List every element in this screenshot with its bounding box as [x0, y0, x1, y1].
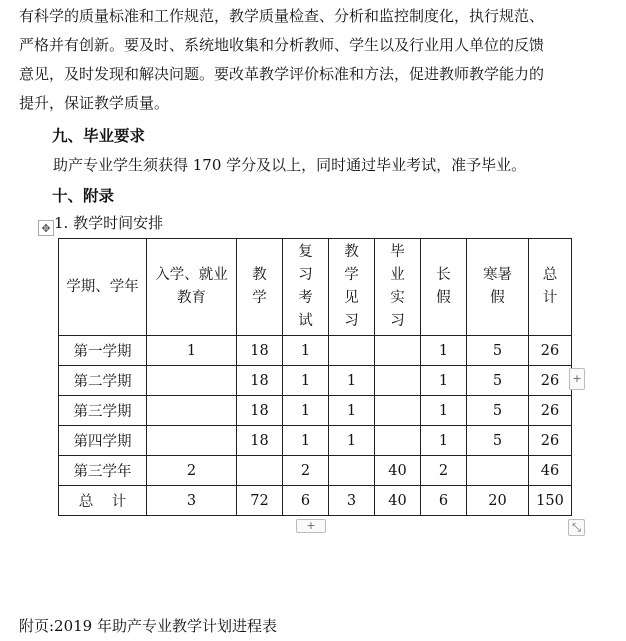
header-text: 毕 [390, 244, 405, 260]
header-text: 假 [436, 290, 451, 306]
header-cell [283, 239, 329, 336]
section9-text: 助产专业学生须获得 170 学分及以上，同时通过毕业考试，准予毕业。 [53, 156, 527, 174]
header-text: 习 [344, 313, 359, 329]
table-cell [147, 426, 237, 456]
table-cell: 1 [283, 336, 329, 366]
table-cell: 18 [237, 396, 283, 426]
header-text: 长 [436, 267, 451, 283]
header-cell [529, 239, 572, 336]
table-cell: 1 [283, 426, 329, 456]
table-cell: 2 [283, 456, 329, 486]
table-cell: 26 [529, 426, 572, 456]
intro-line: 有科学的质量标准和工作规范，教学质量检查、分析和监控制度化，执行规范、 [19, 7, 545, 25]
table-cell: 1 [329, 396, 375, 426]
table-cell: 第一学期 [59, 336, 147, 366]
table-cell: 26 [529, 366, 572, 396]
table-cell: 26 [529, 396, 572, 426]
header-text: 教 [252, 267, 267, 283]
header-text: 习 [390, 313, 405, 329]
header-text: 教 [344, 244, 359, 260]
header-text: 实 [390, 290, 405, 306]
header-text: 试 [298, 313, 313, 329]
table-cell [375, 426, 421, 456]
table-row [59, 456, 572, 486]
table-cell: 46 [529, 456, 572, 486]
table-cell: 总 计 [59, 486, 147, 516]
header-cell [421, 239, 467, 336]
intro-paragraph [19, 2, 614, 118]
table-cell [329, 336, 375, 366]
table-cell [375, 336, 421, 366]
table-cell: 5 [467, 336, 529, 366]
table-cell: 第四学期 [59, 426, 147, 456]
table-cell: 第二学期 [59, 366, 147, 396]
header-text: 假 [490, 290, 505, 306]
intro-line: 严格并有创新。要及时、系统地收集和分析教师、学生以及行业用人单位的反馈 [19, 36, 545, 54]
add-column-button[interactable]: + [569, 368, 585, 390]
header-text: 学 [252, 290, 267, 306]
table-total-row [59, 486, 572, 516]
table-cell: 18 [237, 426, 283, 456]
add-row-button[interactable]: + [296, 519, 326, 533]
table-cell: 150 [529, 486, 572, 516]
table-cell [329, 456, 375, 486]
table-cell: 1 [421, 366, 467, 396]
table-cell: 第三学年 [59, 456, 147, 486]
table-row [59, 336, 572, 366]
table-caption: 1. 教学时间安排 [54, 214, 164, 232]
table-cell [147, 396, 237, 426]
table-move-icon[interactable]: ✥ [38, 220, 54, 236]
header-cell [59, 239, 147, 336]
table-row [59, 396, 572, 426]
table-header-row [59, 239, 572, 336]
intro-line: 提升，保证教学质量。 [19, 94, 170, 112]
header-text: 寒暑 [483, 267, 512, 283]
table-cell: 1 [421, 396, 467, 426]
header-text: 业 [390, 267, 405, 283]
header-text: 习 [298, 267, 313, 283]
header-cell [329, 239, 375, 336]
table-cell: 5 [467, 366, 529, 396]
table-cell: 40 [375, 456, 421, 486]
table-cell: 1 [283, 396, 329, 426]
header-text: 学期、学年 [66, 278, 139, 295]
table-cell: 20 [467, 486, 529, 516]
table-cell: 3 [147, 486, 237, 516]
table-cell: 6 [283, 486, 329, 516]
table-cell: 2 [421, 456, 467, 486]
table-cell: 40 [375, 486, 421, 516]
table-cell: 72 [237, 486, 283, 516]
table-cell: 18 [237, 336, 283, 366]
table-cell: 第三学期 [59, 396, 147, 426]
table-cell: 1 [421, 336, 467, 366]
table-cell: 6 [421, 486, 467, 516]
table-cell [375, 366, 421, 396]
table-cell: 1 [283, 366, 329, 396]
table-cell: 1 [147, 336, 237, 366]
header-text: 学 [344, 267, 359, 283]
header-cell [467, 239, 529, 336]
header-text: 总 [542, 267, 558, 283]
table-cell: 18 [237, 366, 283, 396]
header-text: 计 [542, 290, 558, 306]
intro-line: 意见，及时发现和解决问题。要改革教学评价标准和方法，促进教师教学能力的 [19, 65, 545, 83]
table-row [59, 426, 572, 456]
table-cell: 3 [329, 486, 375, 516]
schedule-table [58, 238, 572, 516]
table-cell [375, 396, 421, 426]
header-text: 考 [298, 290, 313, 306]
table-cell: 1 [329, 426, 375, 456]
table-cell: 5 [467, 396, 529, 426]
header-text: 复 [298, 244, 313, 260]
section10-heading: 十、附录 [52, 186, 115, 205]
table-cell: 2 [147, 456, 237, 486]
header-cell [237, 239, 283, 336]
header-cell [147, 239, 237, 336]
header-text: 入学、就业 [155, 267, 228, 283]
header-text: 见 [344, 290, 359, 306]
header-cell [375, 239, 421, 336]
table-row [59, 366, 572, 396]
table-resize-icon[interactable]: ⤡ [568, 519, 585, 536]
section9-heading: 九、毕业要求 [52, 126, 146, 145]
appendix-text: 附页:2019 年助产专业教学计划进程表 [19, 617, 277, 635]
table-cell: 1 [421, 426, 467, 456]
table-cell [237, 456, 283, 486]
table-cell: 26 [529, 336, 572, 366]
table-cell [467, 456, 529, 486]
table-cell [147, 366, 237, 396]
table-cell: 1 [329, 366, 375, 396]
table-cell: 5 [467, 426, 529, 456]
header-text: 教育 [177, 290, 206, 306]
